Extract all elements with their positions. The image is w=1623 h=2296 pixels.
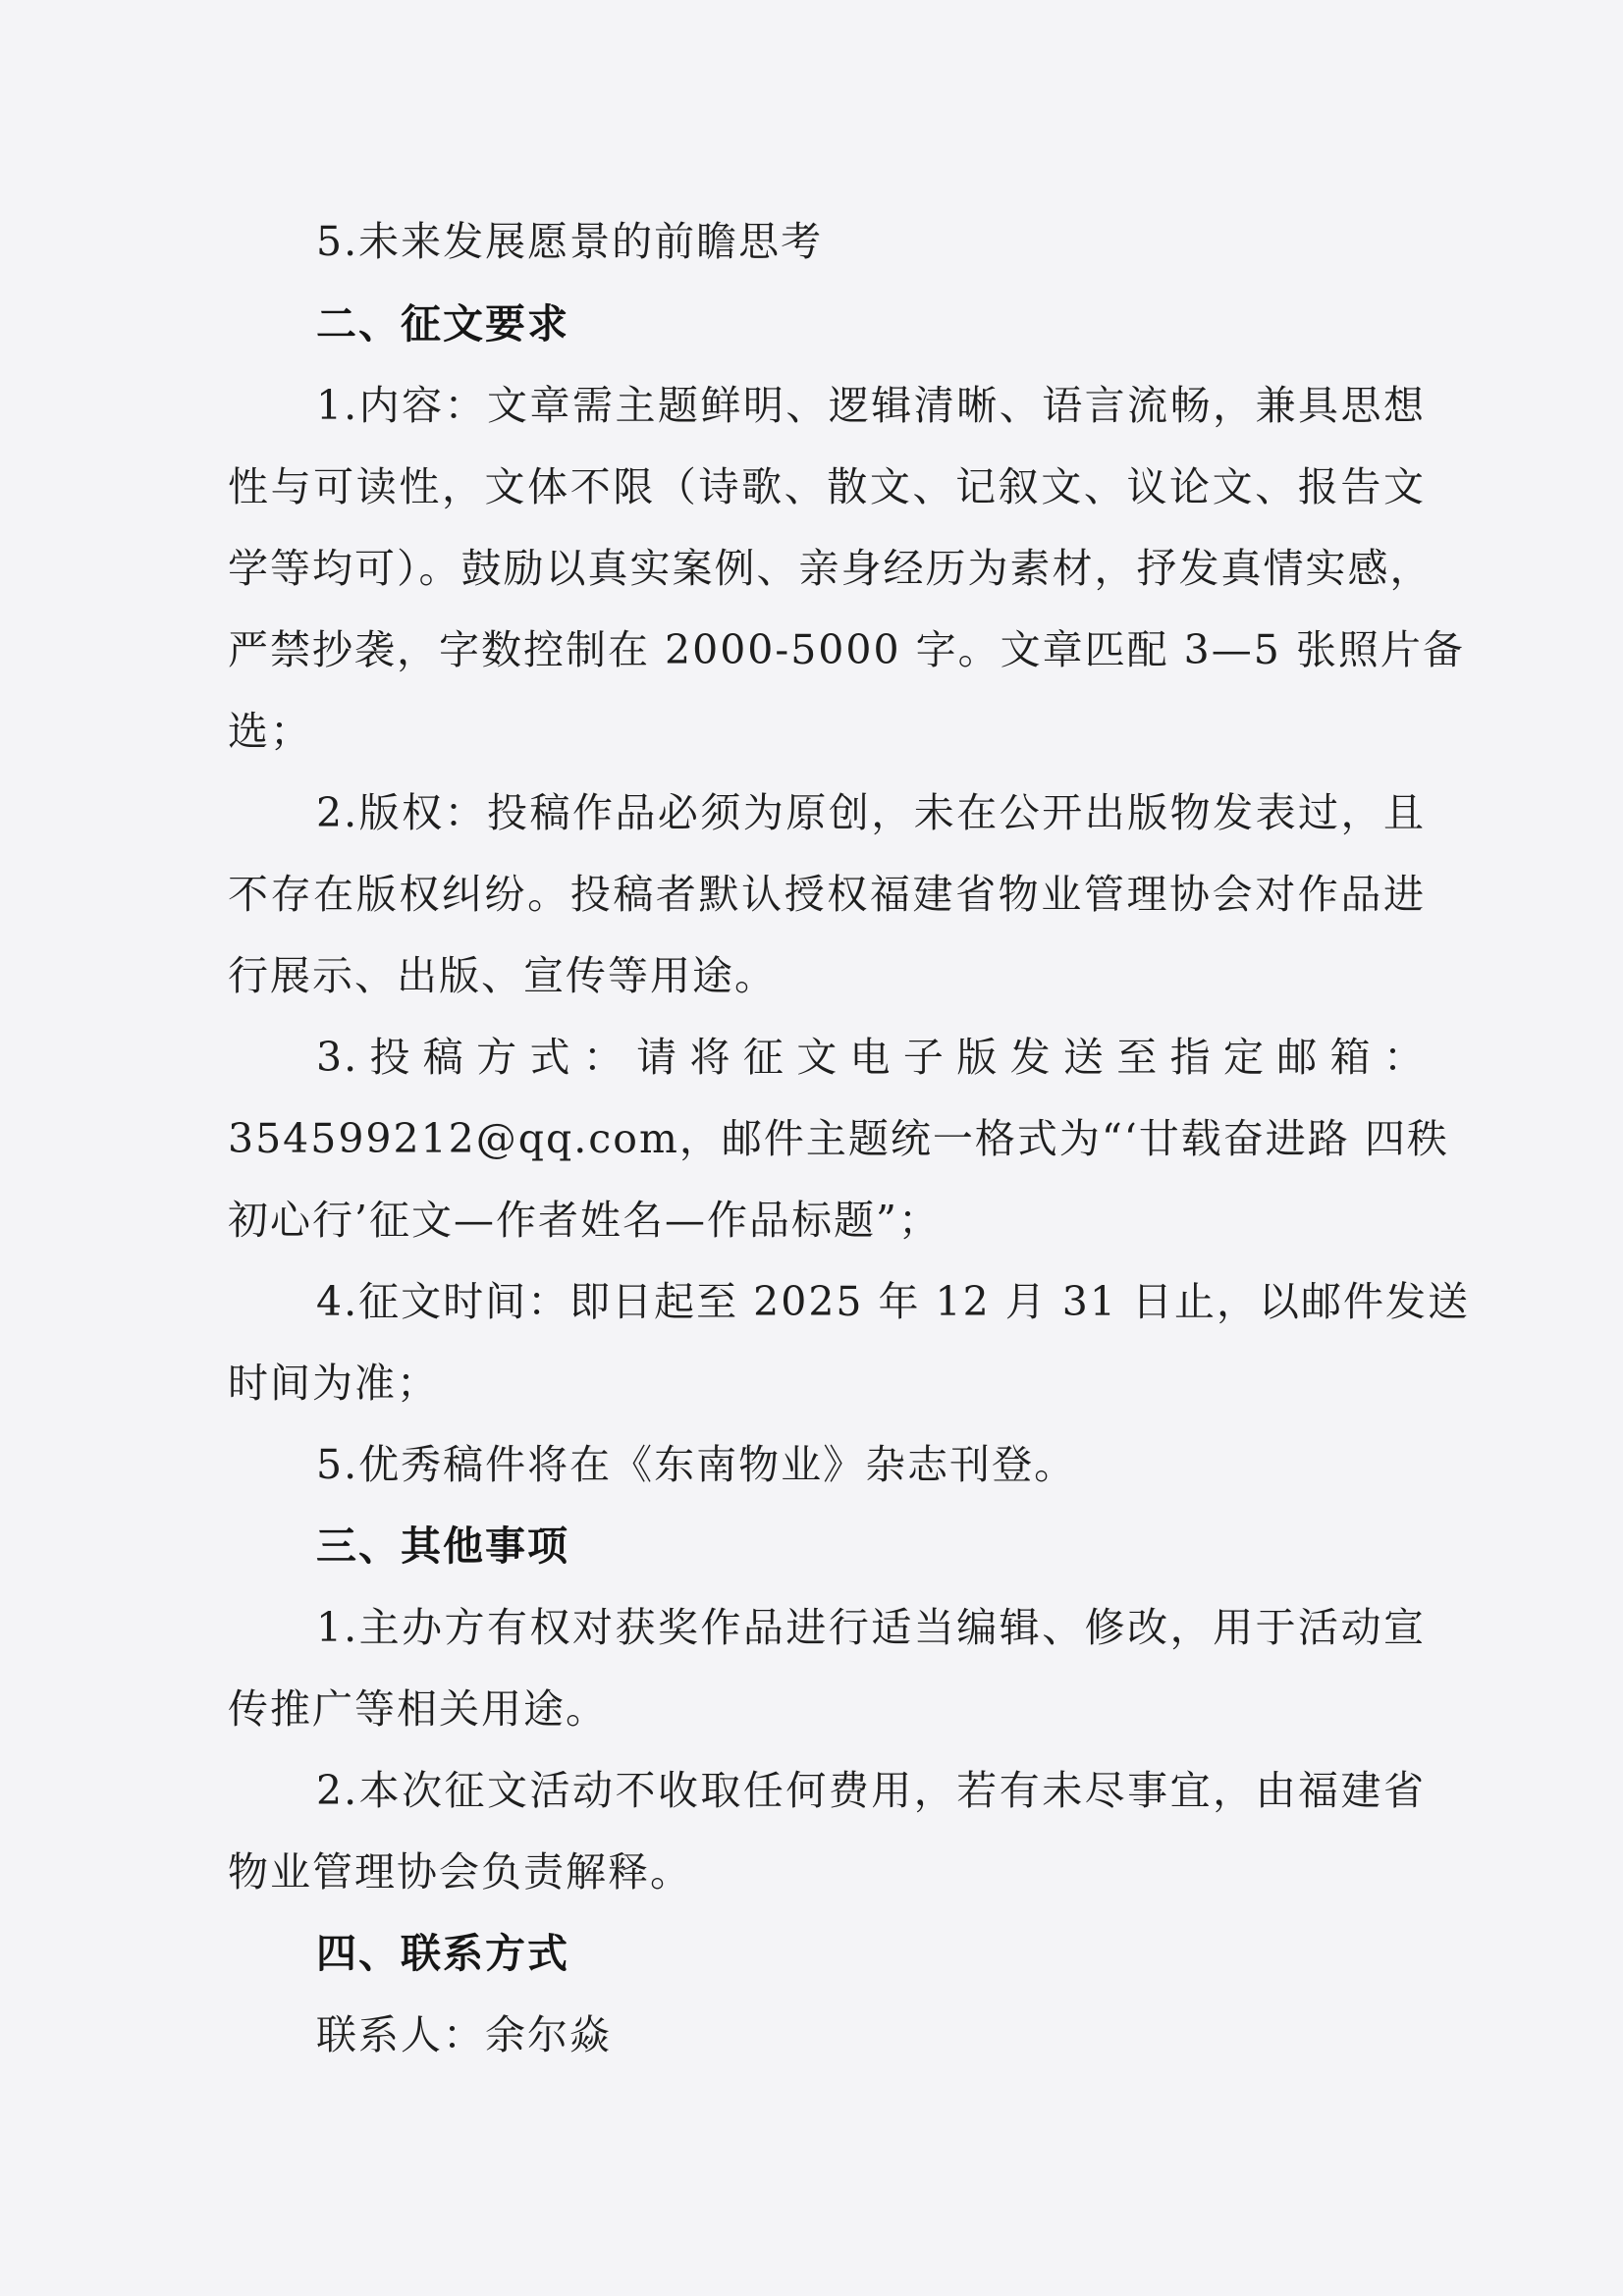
requirement-deadline-line: 4.征文时间：即日起至 2025 年 12 月 31 日止，以邮件发送 (316, 1278, 1470, 1325)
section-heading-requirements: 二、征文要求 (316, 300, 569, 347)
requirement-publication: 5.优秀稿件将在《东南物业》杂志刊登。 (316, 1441, 1077, 1488)
requirement-content-line: 严禁抄袭，字数控制在 2000-5000 字。文章匹配 3—5 张照片备 (228, 626, 1465, 673)
section-heading-contact: 四、联系方式 (316, 1930, 569, 1977)
requirement-deadline-line: 时间为准； (228, 1360, 439, 1407)
requirement-copyright-line: 行展示、出版、宣传等用途。 (228, 952, 777, 999)
requirement-submission-line: 3.投稿方式：请将征文电子版发送至指定邮箱： (316, 1034, 1426, 1081)
requirement-submission-line: 初心行’征文—作者姓名—作品标题”； (228, 1197, 941, 1244)
requirement-content-line: 选； (228, 708, 312, 755)
requirement-copyright-line: 不存在版权纠纷。投稿者默认授权福建省物业管理协会对作品进 (228, 871, 1426, 918)
topic-item-5: 5.未来发展愿景的前瞻思考 (316, 218, 824, 265)
contact-person: 联系人：余尔焱 (316, 2011, 612, 2058)
other-matter-line: 1.主办方有权对获奖作品进行适当编辑、修改，用于活动宣 (316, 1604, 1426, 1651)
requirement-content-line: 学等均可）。鼓励以真实案例、亲身经历为素材，抒发真情实感， (228, 545, 1433, 592)
other-matter-line: 传推广等相关用途。 (228, 1685, 608, 1733)
requirement-copyright-line: 2.版权：投稿作品必须为原创，未在公开出版物发表过，且 (316, 789, 1426, 836)
other-matter-line: 2.本次征文活动不收取任何费用，若有未尽事宜，由福建省 (316, 1767, 1426, 1814)
other-matter-line: 物业管理协会负责解释。 (228, 1848, 692, 1896)
requirement-content-line: 性与可读性，文体不限（诗歌、散文、记叙文、议论文、报告文 (228, 463, 1426, 510)
section-heading-other: 三、其他事项 (316, 1522, 569, 1570)
requirement-content-line: 1.内容：文章需主题鲜明、逻辑清晰、语言流畅，兼具思想 (316, 382, 1426, 429)
requirement-submission-line: 354599212@qq.com，邮件主题统一格式为“‘廿载奋进路 四秩 (228, 1115, 1449, 1162)
